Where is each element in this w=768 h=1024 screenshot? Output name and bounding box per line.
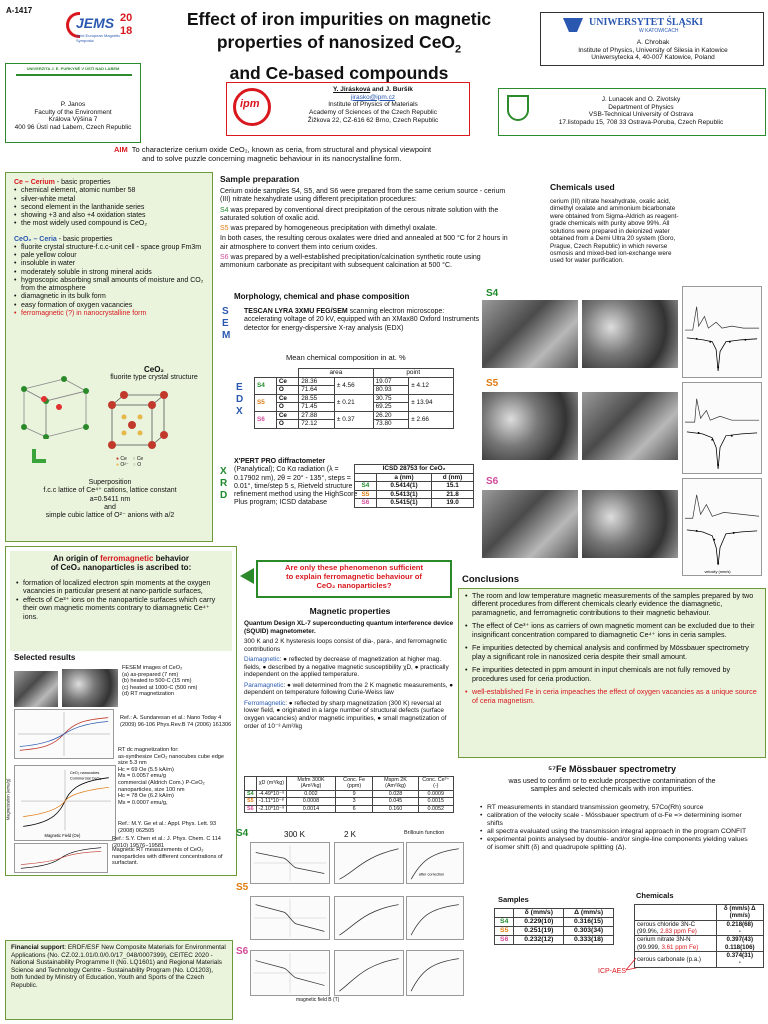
magnetic-title: Magnetic properties [309, 606, 391, 616]
table-row: cerium nitrate 3N-N (99.999, 3.61 ppm Fe) 0.397(43) 0.118(106) [635, 936, 764, 952]
ceria-title: CeO₂ – Ceria - basic properties [14, 235, 113, 243]
jems-logo [66, 10, 138, 52]
table-row: S5 -1.11*10⁻⁸ 0.0008 3 0.045 0.0015 [245, 798, 454, 805]
fesem-image-b [14, 671, 58, 707]
ge-magnetization-plot [14, 765, 116, 841]
hysteresis-s6-brillouin [406, 950, 464, 996]
hyst-label-brillouin: Brillouin function [404, 830, 445, 836]
conclusions-list [465, 592, 759, 705]
chemicals-used-text: cerium (III) nitrate hexahydrate, oxalic acid, dimethyl oxalate and ammonium bicarbonate were obtained from Sigma-Aldrich as reagent-grade chemicals with purity above 99%. All solutions were prepared in deionized water obtained from a Demi Ultra 20 system (Goro, Prague, Czech Republic) in which reverse osmosis and mixed-bed ion-exchange were used for water purification. [550, 198, 679, 265]
ipm-logo-text: ipm [240, 98, 260, 110]
table-row: S6 0.5415(1) 19.0 [355, 499, 474, 508]
hysteresis-s5-brillouin [406, 896, 464, 940]
table-row: δ (mm/s) Δ (mm/s) [495, 909, 614, 918]
table-row: S4 -4.49*10⁻⁹ 0.002 9 0.028 0.0009 [245, 790, 454, 797]
sem-letters: S E M [222, 306, 231, 341]
jems-year-top: 20 [120, 12, 133, 24]
list-item: • diamagnetic in its bulk form [14, 293, 204, 301]
table-row: S6 0.232(12) 0.333(18) [495, 936, 614, 945]
list-item: • Fe impurities detected in ppm amount in input chemicals are not fully removed by procedures used for ceria production. [465, 666, 759, 683]
aim-line-2: and to solve puzzle concerning magnetic behaviour in its nanocrystalline form. [142, 153, 402, 163]
selected-results-title: Selected results [14, 653, 76, 662]
morphology-title: Morphology, chemical and phase composition [234, 292, 410, 301]
sample-prep-s5: S5 was prepared by homogeneous precipitation with dimethyl oxalate. [220, 225, 438, 233]
ipm-text: Y. Jirásková and J. Buršík jirasko@ipm.cz Institute of Physics of Materials Academy of Sciences of the Czech Republic Žižkova 22, CZ-616 62 Brno, Czech Republic [283, 86, 463, 124]
spectra-s5 [682, 382, 762, 474]
cerium-title: Ce – Cerium - basic properties [14, 179, 111, 186]
sem-image-s5-a [482, 392, 578, 460]
fesem-image-a [62, 669, 118, 707]
ipm-email[interactable]: jirasko@ipm.cz [350, 93, 396, 101]
list-item: • showing +3 and also +4 oxidation states [14, 212, 204, 220]
aim-section [114, 146, 714, 164]
list-item: • easy formation of oxygen vacancies [14, 302, 204, 310]
list-item: • effects of Ce³⁺ ions on the nanoparticle surfaces which carry their own magnetic moments contrary to diamagnetic Ce⁴⁺ ions. [16, 596, 226, 621]
table-row: S6 -2.10*10⁻⁹ 0.0014 6 0.160 0.0052 [245, 805, 454, 812]
plot-xlabel: Magnetic Field (Oe) [44, 833, 81, 839]
list-item: • moderately soluble in strong mineral acids [14, 269, 204, 277]
plot-ylabel: Magnetization (emu/g) [5, 778, 11, 821]
jems-logo-text: JEMS [76, 15, 115, 31]
sem-image-s4-b [582, 300, 678, 368]
magnetic-properties [244, 606, 456, 730]
list-item: • fluorite crystal structure-f.c.c-unit cell - space group Fm3m [14, 244, 204, 252]
chemicals-title: Chemicals [636, 891, 674, 900]
ceria-list [14, 244, 204, 318]
chen-magnetization-plot [14, 843, 108, 873]
para-text: Paramagnetic: ● well determined from the 2 K magnetic measurements, ● dependent on temperature following Curie-Weiss law [244, 681, 454, 697]
list-item: • insoluble in water [14, 260, 204, 268]
crystal-structure-diagram [14, 369, 96, 439]
aim-label: AIM [114, 145, 128, 154]
mossbauer-samples-table [494, 908, 614, 945]
icsd-table [354, 464, 474, 508]
table-row: cerous chloride 3N-C (99.9%, 2.83 ppm Fe) 0.218(68) - [635, 920, 764, 936]
hyst-label-2k: 2 K [344, 830, 357, 839]
ujep-logo-bar [16, 74, 132, 76]
list-item: • Fe impurities detected by chemical analysis and confirmed by Mössbauer spectrometry play a significant role in nanosized ceria despite their small amount. [465, 644, 759, 661]
arrow-icon [32, 449, 46, 463]
table-row: S6 Ce 27.88 ± 0.37 26.20 ± 2.66 [255, 411, 454, 420]
spectra-s6 [682, 478, 762, 576]
after-correction-label: after correction [418, 872, 445, 877]
origin-list [16, 579, 226, 621]
conclusions-box [458, 588, 766, 758]
hysteresis-s5-300k [250, 896, 330, 940]
origin-title: An origin of ferromagnetic behavior of CeO₂ nanoparticles is ascribed to: [50, 554, 192, 573]
sem-description: TESCAN LYRA 3XMU FEG/SEM scanning electron microscope: accelerating voltage of 20 kV, equipped with an XMax80 Oxford Instruments detector for energy-dispersive X-ray analysis (EDX) [244, 308, 480, 332]
unit-cell-diagram [102, 391, 168, 455]
table-row: S5 0.251(19) 0.303(34) [495, 927, 614, 936]
ref-ge: Ref.: M.Y. Ge et al.: Appl. Phys. Lett. 93 (2008) 062505 [118, 821, 217, 834]
hyst-xaxis: magnetic field B (T) [296, 997, 340, 1003]
table-row: O 71.64 80.93 [255, 386, 454, 395]
table-row: S4 Ce 28.36 ± 4.56 19.07 ± 4.12 [255, 377, 454, 386]
fesem-caption: FESEM images of CeO₂ (a) as-prepared (7 nm) (b) heated to 500◦C (15 nm) (c) heated at 1000◦C (500 nm) (d) RT magnetization [122, 665, 198, 698]
table-row: O 72.12 73.80 [255, 420, 454, 429]
magnetic-table [244, 776, 454, 813]
ujep-affiliation [5, 63, 141, 143]
mossbauer-list [480, 804, 750, 852]
ujep-text: P. Janos Faculty of the Environment Králova Výšina 7 400 96 Ústí nad Labem, Czech Republic [14, 101, 132, 131]
hysteresis-s4-brillouin [406, 842, 464, 884]
hyst-label-s5: S5 [236, 882, 249, 893]
samples-title: Samples [498, 895, 529, 904]
sample-prep-title: Sample preparation [220, 174, 300, 184]
list-item: • the most widely used compound is CeO₂ [14, 220, 204, 228]
table-row: S5 0.5413(1) 21.8 [355, 490, 474, 499]
table-row: S4 0.5414(1) 15.1 [355, 482, 474, 491]
list-item: • calibration of the velocity scale - Mössbauer spectrum of α-Fe => determining isomer shifts [480, 812, 750, 828]
vsb-text: J. Lunacek and O. Zivotsky Department of Physics VSB-Technical University of Ostrava 17.listopadu 15, 708 33 Ostrava-Poruba, Czech Republic [558, 96, 724, 126]
loops-text: 300 K and 2 K hysteresis loops consist of dia-, para-, and ferromagnetic contributions [244, 638, 447, 653]
funding-box [5, 940, 233, 1020]
poster-title [146, 8, 532, 85]
dia-text: Diamagnetic: ● reflected by decrease of magnetization at higher mag. fields, ● described by a negative magnetic susceptibility χD, ● practically independent on the applied temperature. [244, 656, 449, 679]
hyst-label-s6: S6 [236, 946, 249, 957]
silesia-text: A. Chrobak Institute of Physics, University of Silesia in Katowice Uniwersytecka 4, 40-007 Katowice, Poland [578, 39, 728, 62]
list-item: • pale yellow colour [14, 252, 204, 260]
title-line-1: Effect of iron impurities on magnetic [186, 9, 492, 29]
hyst-label-300k: 300 K [284, 830, 305, 839]
sample-prep-s4: S4 was prepared by conventional direct precipitation of the cerous nitrate solution with the saturated solution of oxalic acid. [220, 206, 499, 222]
list-item: • hygroscopic absorbing small amounts of moisture and CO₂ from the atmosphere [14, 277, 204, 294]
list-item: • silver-white metal [14, 196, 204, 204]
aim-line-1: To characterize cerium oxide CeO₂, known as ceria, from structural and physical viewpoint [131, 145, 432, 154]
sem-image-s5-b [582, 392, 678, 460]
legend-nanocubes: CeO₂ nanocubes [69, 769, 100, 775]
funding-label: Financial support [11, 944, 65, 951]
table-row: ICSD 28753 for CeO₂ [355, 465, 474, 474]
crystal-legend: ● Ce ○ Ce ● O²⁻ ○ O [116, 456, 144, 468]
list-item: • well-established Fe in ceria impeaches the effect of oxygen vacancies as a unique source of ceria magnetism. [465, 688, 759, 705]
sample-preparation [220, 174, 510, 270]
origin-box [5, 546, 237, 876]
mossbauer-intro: was used to confirm or to exclude prospective contamination of the samples and selected chemicals with iron impurities. [508, 778, 716, 794]
ujep-logo: UNIVERZITA J. E. PURKYNĚ V ÚSTÍ NAD LABEM [26, 66, 120, 71]
mag-rt-caption: Magnetic RT measurements of CeO₂ nanoparticles with different concentrations of surfactant. [112, 847, 223, 867]
list-item: • second element in the lanthanide series [14, 204, 204, 212]
ipm-affiliation [226, 82, 470, 136]
table-row: a (nm) d (nm) [355, 473, 474, 482]
silesia-name: UNIWERSYTET ŚLĄSKI [589, 17, 704, 28]
hysteresis-s4-2k [334, 842, 404, 884]
origin-callout [10, 551, 232, 651]
cerium-list [14, 187, 204, 228]
list-item: • all spectra evaluated using the transmission integral approach in the program CONFIT [480, 828, 750, 836]
table-row: δ (mm/s) Δ (mm/s) [635, 905, 764, 921]
legend-commercial: Commercial CeO₂ [69, 775, 102, 781]
chemicals-used-title: Chemicals used [550, 182, 615, 192]
label-s5: S5 [486, 378, 499, 389]
ref-chen: Ref.: S.Y. Chen et al.: J. Phys. Chem. C 114 (2010) 19576−19581 [112, 836, 221, 849]
hyst-label-s4: S4 [236, 828, 249, 839]
hysteresis-s4-300k [250, 842, 330, 884]
xrd-letters: X R D [220, 466, 228, 501]
silesia-sub: W KATOWICACH [639, 28, 679, 34]
list-item: • chemical element, atomic number 58 [14, 187, 204, 195]
sem-image-s6-b [582, 490, 678, 558]
sample-prep-intro: Cerium oxide samples S4, S5, and S6 were prepared from the same cerium source - cerium (III) nitrate hexahydrate using different precipitation procedures: [220, 188, 506, 204]
hysteresis-s5-2k [334, 896, 404, 940]
silesia-affiliation [540, 12, 764, 66]
sample-prep-both: In both cases, the resulting cerous oxalates were dried and annealed at 500 °C for 2 hours in air atmosphere to convert them into cerium oxides. [220, 235, 508, 251]
fesem-magnetization-plot [14, 709, 114, 759]
spectra-axis-label: velocity (mm/s) [704, 568, 731, 574]
chemicals-used [550, 182, 680, 265]
hysteresis-s6-300k [250, 950, 330, 996]
table-row: O 71.45 69.25 [255, 403, 454, 412]
composition-title: Mean chemical composition in at. % [286, 353, 406, 362]
basic-properties-box [5, 172, 213, 542]
question-arrow-icon [240, 568, 254, 584]
poster-code: A-1417 [6, 6, 33, 15]
composition-table [254, 368, 454, 429]
spectra-s4 [682, 286, 762, 378]
ref-sundaresan: Ref.: A. Sundaresan et al.: Nano Today 4 (2009) 96-106 Phys.Rev.B 74 (2006) 161306 [120, 715, 232, 728]
label-s4: S4 [486, 288, 499, 299]
sample-prep-s6: S6 was prepared by a well-established precipitation/calcination synthetic route using ammonium carbonate as precipitant with subsequent calcination at 500 °C. [220, 253, 481, 270]
ferro-text: Ferromagnetic: ● reflected by sharp magnetization (300 K) reversal at lower field, ● originated in a large number of structural defects (surface oxygen vacancies) and/or magnetic impurities, ● small magnetization of order of 10⁻³ Am²/kg [244, 699, 447, 730]
list-item: • RT measurements in standard transmission geometry, 57Co(Rh) source [480, 804, 750, 812]
mossbauer-title: ⁵⁷Fe Mössbauer spectrometry [548, 764, 676, 774]
list-item: • ferromagnetic (?) in nanocrystalline form [14, 310, 204, 318]
vsb-affiliation [498, 88, 766, 136]
icp-arrow-icon [624, 952, 638, 972]
table-row: area point [255, 369, 454, 378]
table-row: S4 0.229(10) 0.316(15) [495, 918, 614, 927]
xrd-description: X'PERT PRO diffractometer (Panalytical); Co Kα radiation (λ = 0.17902 nm), 2θ = 20° - 135°, steps = 0.01°, time/step 5 s, Rietveld structure refinement method using the HighScore Plus program; ICSD database [234, 458, 358, 507]
title-line-2: properties of nanosized CeO$_2$ [216, 32, 462, 56]
list-item: • experimental points analysed by double- and/or single-line components yielding values of isomer shift (δ) and quadrupole splitting (Δ). [480, 836, 750, 852]
sem-image-s6-a [482, 490, 578, 558]
rt-magnetization-text: RT dc magnetization for: as-synthesize CeO₂ nanocubes cube edge size 5.3 nm Hc = 69 Oe (5.5 kA/m) Ms = 0.0057 emu/g commercial (Aldrich Com.) P-CeO₂ nanoparticles, size 100 nm Hc = 78 Oe (6.2 kA/m) Ms = 0.0007 emu/g, [118, 747, 225, 806]
icp-aes-label: ICP-AES [598, 968, 627, 975]
silesia-logo-icon [563, 18, 583, 32]
sem-image-s4-a [482, 300, 578, 368]
hysteresis-s6-2k [334, 950, 404, 996]
title-line-3: and Ce-based compounds [229, 62, 449, 83]
list-item: • formation of localized electron spin moments at the oxygen vacancies in particular present at nano-particle surfaces, [16, 579, 226, 596]
table-row: χD (m³/kg) Msfm 300K (Am²/kg) Conc. Fe (ppm) Mspm 2K (Am²/kg) Conc. Ce³⁺ (-) [245, 777, 454, 791]
funding-text: : ERDF/ESF New Composite Materials for Environmental Applications (No. CZ.02.1.01/0.0/0.0/17_048/0007399), CEITEC 2020 - National Sustainability Programme II (No. LQ1601) and Regional Materials Science and Technology Centre - Sustainability Program (No. LO1203), both funded by Ministry of Education, Youth and Sports of the Czech Republic. [11, 944, 226, 989]
label-s6: S6 [486, 476, 499, 487]
jems-subtitle: Joint European Magnetic Symposia [76, 33, 121, 43]
superposition-text: Superposition f.c.c lattice of Ce⁴⁺ cations, lattice constant a=0.5411 nm and simple cubic lattice of O²⁻ anions with a/2 [43, 479, 177, 519]
question-box: Are only these phenomenon sufficient to explain ferromagnetic behaviour of CeO₂ nanoparticles? [256, 560, 452, 598]
table-row: cerous carbonate (p.a.) 0.374(31) - [635, 951, 764, 967]
list-item: • The effect of Ce³⁺ ions as carriers of own magnetic moment can be excluded due to their insignificant concentration compared to diamagnetic Ce⁴⁺ ions in ceria samples. [465, 622, 759, 639]
conclusions-title: Conclusions [462, 574, 520, 585]
jems-year-bottom: 18 [120, 25, 133, 37]
crystal-caption: CeO₂ fluorite type crystal structure [110, 365, 198, 382]
table-row: S5 Ce 28.55 ± 0.21 30.75 ± 13.94 [255, 394, 454, 403]
mossbauer-chemicals-table [634, 904, 764, 968]
squid-text: Quantum Design XL-7 superconducting quantum interference device (SQUID) magnetometer. [244, 620, 454, 635]
edx-letters: E D X [236, 382, 244, 417]
list-item: • The room and low temperature magnetic measurements of the samples prepared by two different procedures from different chemicals clearly evidence the diamagnetic, paramagnetic, and ferromagnetic contributions to their magnetic behaviour. [465, 592, 759, 617]
